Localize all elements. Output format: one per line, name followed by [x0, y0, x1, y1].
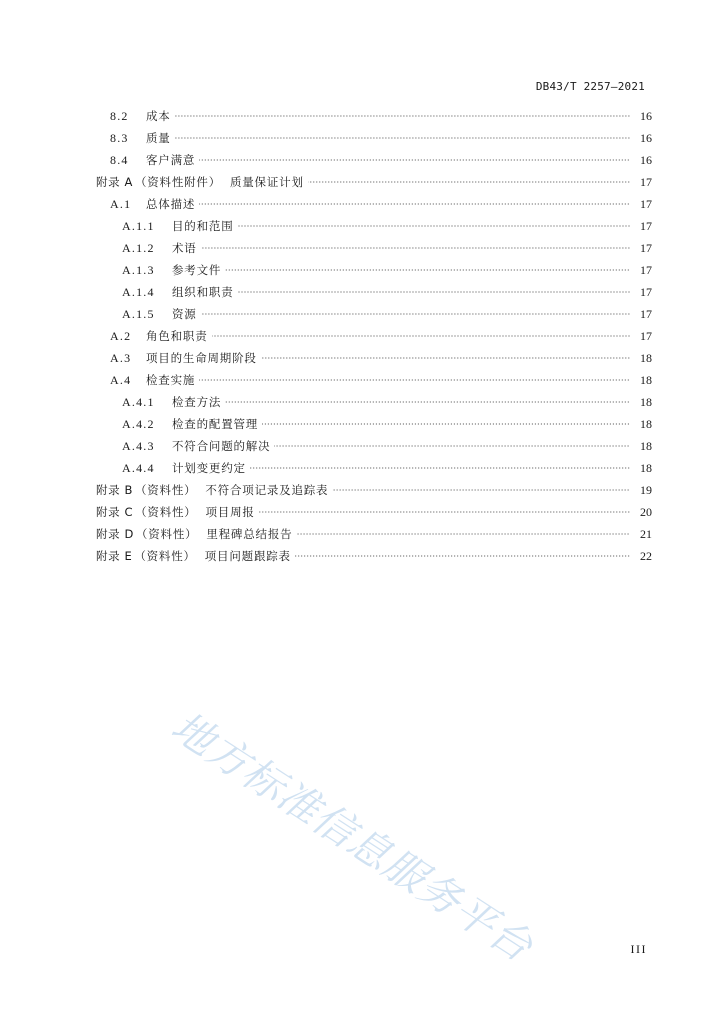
toc-entry[interactable]	[0, 438, 724, 454]
toc-dot-leader	[201, 247, 630, 249]
toc-entry-number: A.1.4	[122, 285, 155, 299]
toc-entry-label	[122, 394, 221, 410]
toc-entry-page: 20	[640, 505, 652, 519]
toc-entry[interactable]	[0, 526, 724, 542]
toc-dot-leader	[261, 357, 630, 359]
toc-entry-label	[110, 372, 195, 388]
toc-entry-page: 21	[640, 527, 652, 541]
toc-entry[interactable]	[0, 240, 724, 256]
toc-entry-label	[122, 306, 197, 322]
toc-entry-title: 角色和职责	[146, 329, 208, 343]
toc-entry[interactable]	[0, 548, 724, 564]
toc-entry-page: 17	[640, 263, 652, 277]
toc-entry-number: A.3	[110, 351, 132, 365]
toc-entry-page: 17	[640, 175, 652, 189]
toc-dot-leader	[238, 225, 631, 227]
toc-entry-page: 17	[640, 329, 652, 343]
toc-entry-page: 18	[640, 395, 652, 409]
toc-entry[interactable]	[0, 152, 724, 168]
toc-entry-page: 17	[640, 219, 652, 233]
toc-entry-number: A.4.2	[122, 417, 155, 431]
toc-entry-page: 17	[640, 307, 652, 321]
toc-entry-page: 18	[640, 373, 652, 387]
toc-entry-page: 16	[640, 153, 652, 167]
toc-entry-label	[110, 152, 195, 168]
toc-entry-number: A.4.3	[122, 439, 155, 453]
toc-entry-page: 16	[640, 131, 652, 145]
toc-entry-label	[122, 218, 234, 234]
toc-entry[interactable]	[0, 196, 724, 212]
toc-entry-title: 组织和职责	[172, 285, 234, 299]
toc-entry-number: A.4.1	[122, 395, 155, 409]
toc-entry-label	[122, 284, 234, 300]
watermark: 地方标准信息服务平台	[163, 702, 542, 972]
toc-entry-number: 附录 C	[96, 505, 134, 519]
toc-entry-number: 8.4	[110, 153, 129, 167]
toc-entry-title: 不符合问题的解决	[172, 439, 271, 453]
toc-entry-number: 附录 D	[96, 527, 134, 541]
toc-entry-title: 项目的生命周期阶段	[146, 351, 257, 365]
toc-entry[interactable]	[0, 328, 724, 344]
toc-entry-number: 8.2	[110, 109, 129, 123]
toc-entry-title: 参考文件	[172, 263, 222, 277]
toc-entry-title: 总体描述	[146, 197, 196, 211]
toc-dot-leader	[296, 533, 630, 535]
toc-dot-leader	[295, 555, 630, 557]
toc-entry[interactable]	[0, 306, 724, 322]
toc-entry-label	[96, 504, 255, 520]
toc-dot-leader	[274, 445, 630, 447]
toc-dot-leader	[225, 401, 630, 403]
toc-dot-leader	[199, 379, 630, 381]
toc-entry-label	[122, 438, 270, 454]
toc-entry-title: （资料性） 项目周报	[135, 505, 255, 519]
toc-dot-leader	[262, 423, 630, 425]
toc-entry-title: 目的和范围	[172, 219, 234, 233]
toc-entry-page: 17	[640, 241, 652, 255]
toc-entry-page: 22	[640, 549, 652, 563]
toc-entry-title: 检查的配置管理	[172, 417, 259, 431]
toc-entry[interactable]	[0, 416, 724, 432]
toc-entry-title: （资料性） 不符合项记录及追踪表	[134, 483, 329, 497]
toc-entry-title: 检查方法	[172, 395, 222, 409]
toc-entry-title: （资料性） 项目问题跟踪表	[134, 549, 291, 563]
toc-dot-leader	[201, 313, 630, 315]
toc-dot-leader	[199, 203, 630, 205]
toc-dot-leader	[250, 467, 630, 469]
toc-entry[interactable]	[0, 482, 724, 498]
toc-entry-label	[122, 240, 197, 256]
toc-entry-page: 18	[640, 351, 652, 365]
toc-entry-page: 17	[640, 285, 652, 299]
toc-entry-label	[110, 130, 171, 146]
toc-entry-label	[96, 526, 292, 542]
toc-entry-number: A.2	[110, 329, 132, 343]
toc-entry-number: 附录 E	[96, 549, 133, 563]
toc-entry[interactable]	[0, 262, 724, 278]
toc-entry-title: 术语	[172, 241, 197, 255]
toc-dot-leader	[332, 489, 630, 491]
toc-entry-label	[122, 460, 246, 476]
toc-entry-title: 质量	[146, 131, 171, 145]
toc-entry-title: 资源	[172, 307, 197, 321]
toc-entry-label	[122, 262, 221, 278]
toc-entry-title: 检查实施	[146, 373, 196, 387]
toc-entry-number: A.1.3	[122, 263, 155, 277]
toc-dot-leader	[199, 159, 630, 161]
toc-entry-page: 18	[640, 439, 652, 453]
toc-entry-number: A.1.2	[122, 241, 155, 255]
toc-entry-label	[96, 548, 291, 564]
toc-entry-number: A.4.4	[122, 461, 155, 475]
toc-dot-leader	[259, 511, 630, 513]
toc-entry[interactable]	[0, 108, 724, 124]
toc-entry[interactable]	[0, 394, 724, 410]
toc-dot-leader	[175, 137, 630, 139]
toc-entry-label	[96, 174, 304, 190]
toc-entry-title: 客户满意	[146, 153, 196, 167]
toc-entry-page: 19	[640, 483, 652, 497]
toc-entry-number: 附录 B	[96, 483, 133, 497]
toc-entry-number: A.1.5	[122, 307, 155, 321]
toc-entry-number: A.4	[110, 373, 132, 387]
toc-entry-label	[110, 328, 208, 344]
toc-entry-label	[110, 108, 171, 124]
toc-entry-label	[110, 196, 195, 212]
toc-entry-page: 18	[640, 417, 652, 431]
toc-dot-leader	[238, 291, 631, 293]
toc-entry[interactable]	[0, 284, 724, 300]
toc-dot-leader	[225, 269, 630, 271]
toc-entry-number: A.1	[110, 197, 132, 211]
toc-dot-leader	[175, 115, 630, 117]
toc-entry[interactable]	[0, 372, 724, 388]
toc-entry[interactable]	[0, 460, 724, 476]
toc-entry-title: （资料性附件） 质量保证计划	[134, 175, 304, 189]
toc-entry[interactable]	[0, 504, 724, 520]
toc-entry[interactable]	[0, 350, 724, 366]
toc-dot-leader	[308, 181, 630, 183]
toc-dot-leader	[212, 335, 631, 337]
toc-entry-number: 8.3	[110, 131, 129, 145]
toc-entry-title: （资料性） 里程碑总结报告	[135, 527, 293, 541]
toc-entry-page: 18	[640, 461, 652, 475]
toc-entry[interactable]	[0, 218, 724, 234]
toc-entry-number: 附录 A	[96, 175, 133, 189]
toc-entry-number: A.1.1	[122, 219, 155, 233]
toc-entry-label	[122, 416, 258, 432]
toc-entry[interactable]	[0, 174, 724, 190]
toc-entry-title: 计划变更约定	[172, 461, 246, 475]
toc-entry-page: 16	[640, 109, 652, 123]
standard-code: DB43/T 2257—2021	[535, 80, 645, 93]
toc-entry-title: 成本	[146, 109, 171, 123]
toc-entry-label	[110, 350, 257, 366]
toc-entry[interactable]	[0, 130, 724, 146]
toc-entry-page: 17	[640, 197, 652, 211]
toc-entry-label	[96, 482, 328, 498]
page-number: III	[630, 942, 647, 956]
